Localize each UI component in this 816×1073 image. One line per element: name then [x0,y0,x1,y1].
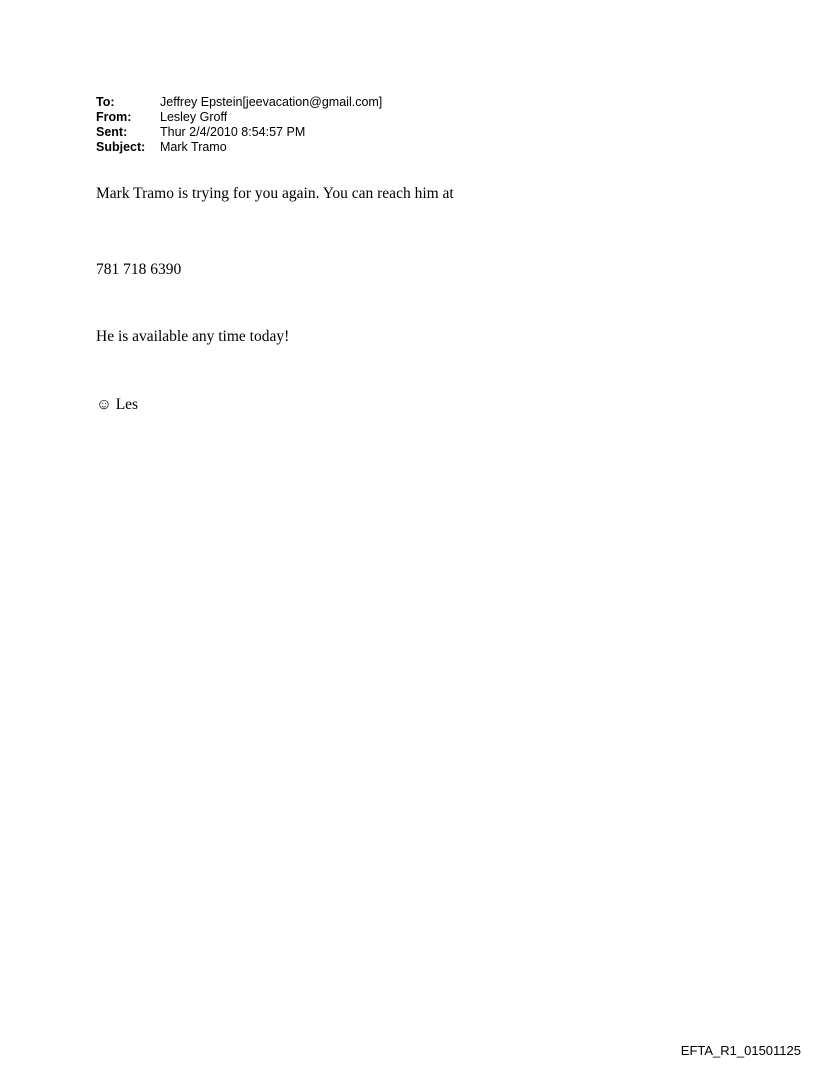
to-label: To: [96,95,115,109]
email-header [96,95,382,155]
subject-row [96,140,382,155]
sent-value: Thur 2/4/2010 8:54:57 PM [160,125,306,139]
document-id: EFTA_R1_01501125 [680,1043,801,1058]
to-row [96,95,382,110]
subject-label: Subject: [96,140,146,154]
from-value: Lesley Groff [160,110,228,124]
sent-label: Sent: [96,125,128,139]
body-line-availability: He is available any time today! [96,328,290,345]
body-line-phone: 781 718 6390 [96,261,182,278]
from-label: From: [96,110,132,124]
body-line-message: Mark Tramo is trying for you again. You can reach him at [96,185,454,202]
sent-row [96,125,382,140]
subject-value: Mark Tramo [160,140,227,154]
to-value: Jeffrey Epstein[jeevacation@gmail.com] [160,95,383,109]
body-line-signature: ☺ Les [96,396,139,413]
from-row [96,110,382,125]
